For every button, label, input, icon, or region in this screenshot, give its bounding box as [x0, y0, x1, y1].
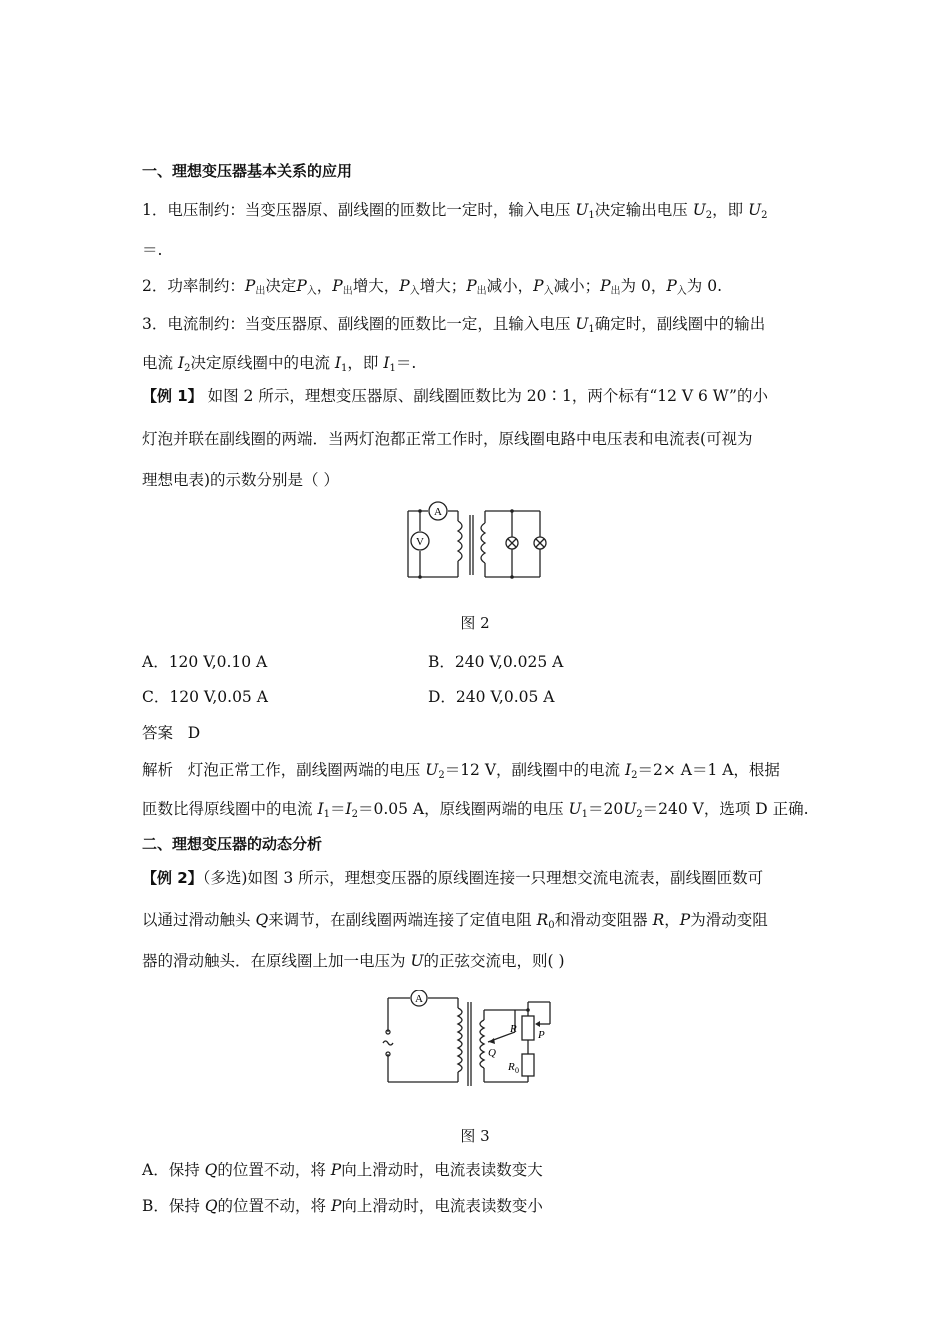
example2-option-b[interactable]: B．保持 Q的位置不动，将 P向上滑动时，电流表读数变小	[142, 1197, 543, 1215]
example1-question-line3: 理想电表)的示数分别是（ ）	[142, 471, 339, 489]
example1-options-row2	[142, 685, 268, 707]
example1-tag: 【例 1】	[142, 387, 203, 405]
figure-3-circuit	[380, 990, 560, 1090]
example2-question-line3: 器的滑动触头．在原线圈上加一电压为 U的正弦交流电，则( )	[142, 952, 565, 970]
paragraph-voltage-constraint: 1．电压制约：当变压器原、副线圈的匝数比一定时，输入电压 $U_1$决定输出电压 $U_2$，即 $U_2$	[142, 201, 768, 221]
option-d[interactable]: D．240 V,0.05 A	[428, 688, 555, 706]
ammeter-label: A	[434, 506, 442, 518]
option-a[interactable]: A．120 V,0.10 A	[142, 653, 268, 671]
fig3-R0-sub: 0	[515, 1066, 519, 1075]
example1-analysis-line2: 匝数比得原线圈中的电流 $I_1=I_2=0.05$ A，原线圈两端的电压 $U_1=20U_2=240$ V，选项 D 正确.	[142, 800, 809, 820]
paragraph-current-constraint-cont: 电流 $I_2$决定原线圈中的电流 $I_1$，即 $I_1=$.	[142, 354, 417, 374]
example2-question-line2: 以通过滑动触头 Q来调节，在副线圈两端连接了定值电阻 $R_0$和滑动变阻器 R，P为滑动变阻	[142, 911, 768, 931]
figure-2-caption: 图 2	[460, 614, 490, 632]
example1-analysis-line1: 解析 灯泡正常工作，副线圈两端的电压 $U_2=12$ V，副线圈中的电流 $I_2=2\times A=1$ A，根据	[142, 761, 780, 781]
fig3-Q-label: Q	[488, 1047, 496, 1059]
example2-question-line1: 【例 2】（多选)如图 3 所示，理想变压器的原线圈连接一只理想交流电流表，副线圈匝数可	[142, 869, 764, 887]
example1-options-row1	[142, 650, 267, 672]
example1-question-line1: 【例 1】 如图 2 所示，理想变压器原、副线圈匝数比为 20∶1，两个标有“12 V 6 W”的小	[142, 387, 768, 405]
voltmeter-label: V	[416, 536, 424, 548]
paragraph-power-constraint: 2．功率制约：$P_出$决定$P_入$，$P_出$增大，$P_入$增大；$P_出$减小，$P_入$减小；$P_出$为 0，$P_入$为 0.	[142, 277, 722, 297]
option-b[interactable]: B．240 V,0.025 A	[428, 653, 564, 671]
paragraph-current-constraint: 3．电流制约：当变压器原、副线圈的匝数比一定，且输入电压 $U_1$确定时，副线圈中的输出	[142, 315, 766, 335]
section-heading-1: 一、理想变压器基本关系的应用	[142, 162, 353, 180]
example2-option-a[interactable]: A．保持 Q的位置不动，将 P向上滑动时，电流表读数变大	[142, 1161, 543, 1179]
example1-question-line2: 灯泡并联在副线圈的两端．当两灯泡都正常工作时，原线圈电路中电压表和电流表(可视为	[142, 430, 753, 448]
paragraph-voltage-constraint-cont: ＝.	[142, 241, 163, 259]
figure-3-caption: 图 3	[460, 1127, 490, 1145]
figure-2-circuit	[400, 495, 560, 585]
fig3-R-label: R	[510, 1023, 517, 1035]
fig3-P-label: P	[538, 1029, 545, 1041]
example1-answer: 答案 D	[142, 724, 201, 742]
section-heading-2: 二、理想变压器的动态分析	[142, 835, 323, 853]
option-c[interactable]: C．120 V,0.05 A	[142, 688, 268, 706]
fig3-ammeter-label: A	[415, 993, 423, 1005]
example2-tag: 【例 2】	[142, 869, 203, 887]
fig3-R0-label: R	[508, 1061, 515, 1073]
